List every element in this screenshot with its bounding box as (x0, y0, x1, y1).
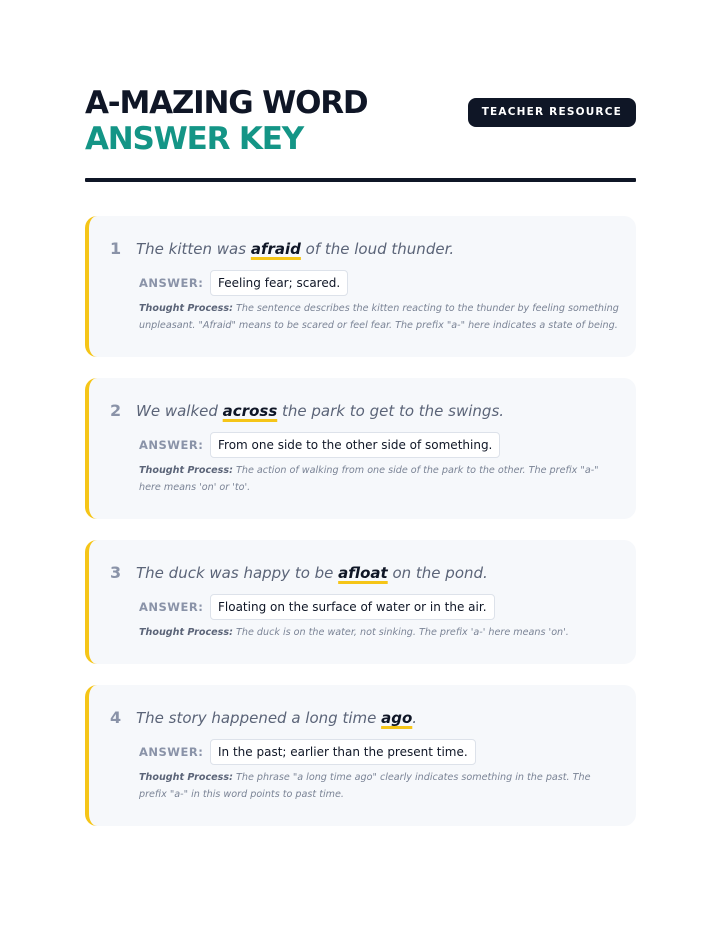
question-number: 2 (110, 401, 122, 420)
thought-process-text: The sentence describes the kitten reacting to the thunder by feeling something unpleasant. "Afraid" means to be scared or feel fear. The prefix "a-" here indicates a state of being. (139, 303, 619, 331)
answer-label: ANSWER: (139, 600, 204, 614)
question-number: 3 (110, 563, 122, 582)
highlighted-word: afloat (338, 564, 388, 582)
sentence-after: . (412, 709, 418, 727)
thought-process-label: Thought Process: (139, 627, 233, 638)
sentence-before: The duck was happy to be (136, 564, 339, 582)
answer-row (139, 270, 348, 296)
thought-process (139, 300, 619, 334)
question-sentence (110, 708, 417, 727)
thought-process-label: Thought Process: (139, 465, 233, 476)
sentence-before: The story happened a long time (136, 709, 382, 727)
highlighted-word: ago (381, 709, 413, 727)
question-card-4 (85, 685, 636, 826)
sentence-before: We walked (136, 402, 223, 420)
question-sentence (110, 239, 454, 258)
answer-label: ANSWER: (139, 745, 204, 759)
thought-process (139, 462, 619, 496)
teacher-resource-badge: TEACHER RESOURCE (468, 98, 636, 127)
answer-label: ANSWER: (139, 438, 204, 452)
thought-process (139, 624, 619, 641)
question-card-3 (85, 540, 636, 664)
answer-box: Floating on the surface of water or in the air. (210, 594, 495, 620)
highlighted-word: across (222, 402, 278, 420)
question-sentence (110, 401, 504, 420)
page-header (85, 84, 636, 158)
sentence-before: The kitten was (136, 240, 251, 258)
thought-process-text: The duck is on the water, not sinking. The prefix 'a-' here means 'on'. (236, 627, 569, 638)
answer-box: In the past; earlier than the present time. (210, 739, 476, 765)
thought-process (139, 769, 619, 803)
question-number: 1 (110, 239, 122, 258)
sentence-after: on the pond. (387, 564, 488, 582)
question-card-2 (85, 378, 636, 519)
question-sentence (110, 563, 488, 582)
question-card-1 (85, 216, 636, 357)
highlighted-word: afraid (250, 240, 301, 258)
thought-process-text: The action of walking from one side of the park to the other. The prefix "a-" here means 'on' or 'to'. (139, 465, 599, 493)
answer-row (139, 594, 495, 620)
answer-box: From one side to the other side of something. (210, 432, 500, 458)
question-number: 4 (110, 708, 122, 727)
sentence-after: of the loud thunder. (300, 240, 455, 258)
thought-process-label: Thought Process: (139, 303, 233, 314)
thought-process-text: The phrase "a long time ago" clearly indicates something in the past. The prefix "a-" in this word points to past time. (139, 772, 591, 800)
answer-row (139, 739, 476, 765)
answer-row (139, 432, 500, 458)
page-title: A-MAZING WORD (85, 85, 368, 121)
answer-label: ANSWER: (139, 276, 204, 290)
answer-box: Feeling fear; scared. (210, 270, 348, 296)
header-divider (85, 178, 636, 182)
thought-process-label: Thought Process: (139, 772, 233, 783)
page-subtitle: ANSWER KEY (85, 121, 303, 157)
sentence-after: the park to get to the swings. (277, 402, 505, 420)
